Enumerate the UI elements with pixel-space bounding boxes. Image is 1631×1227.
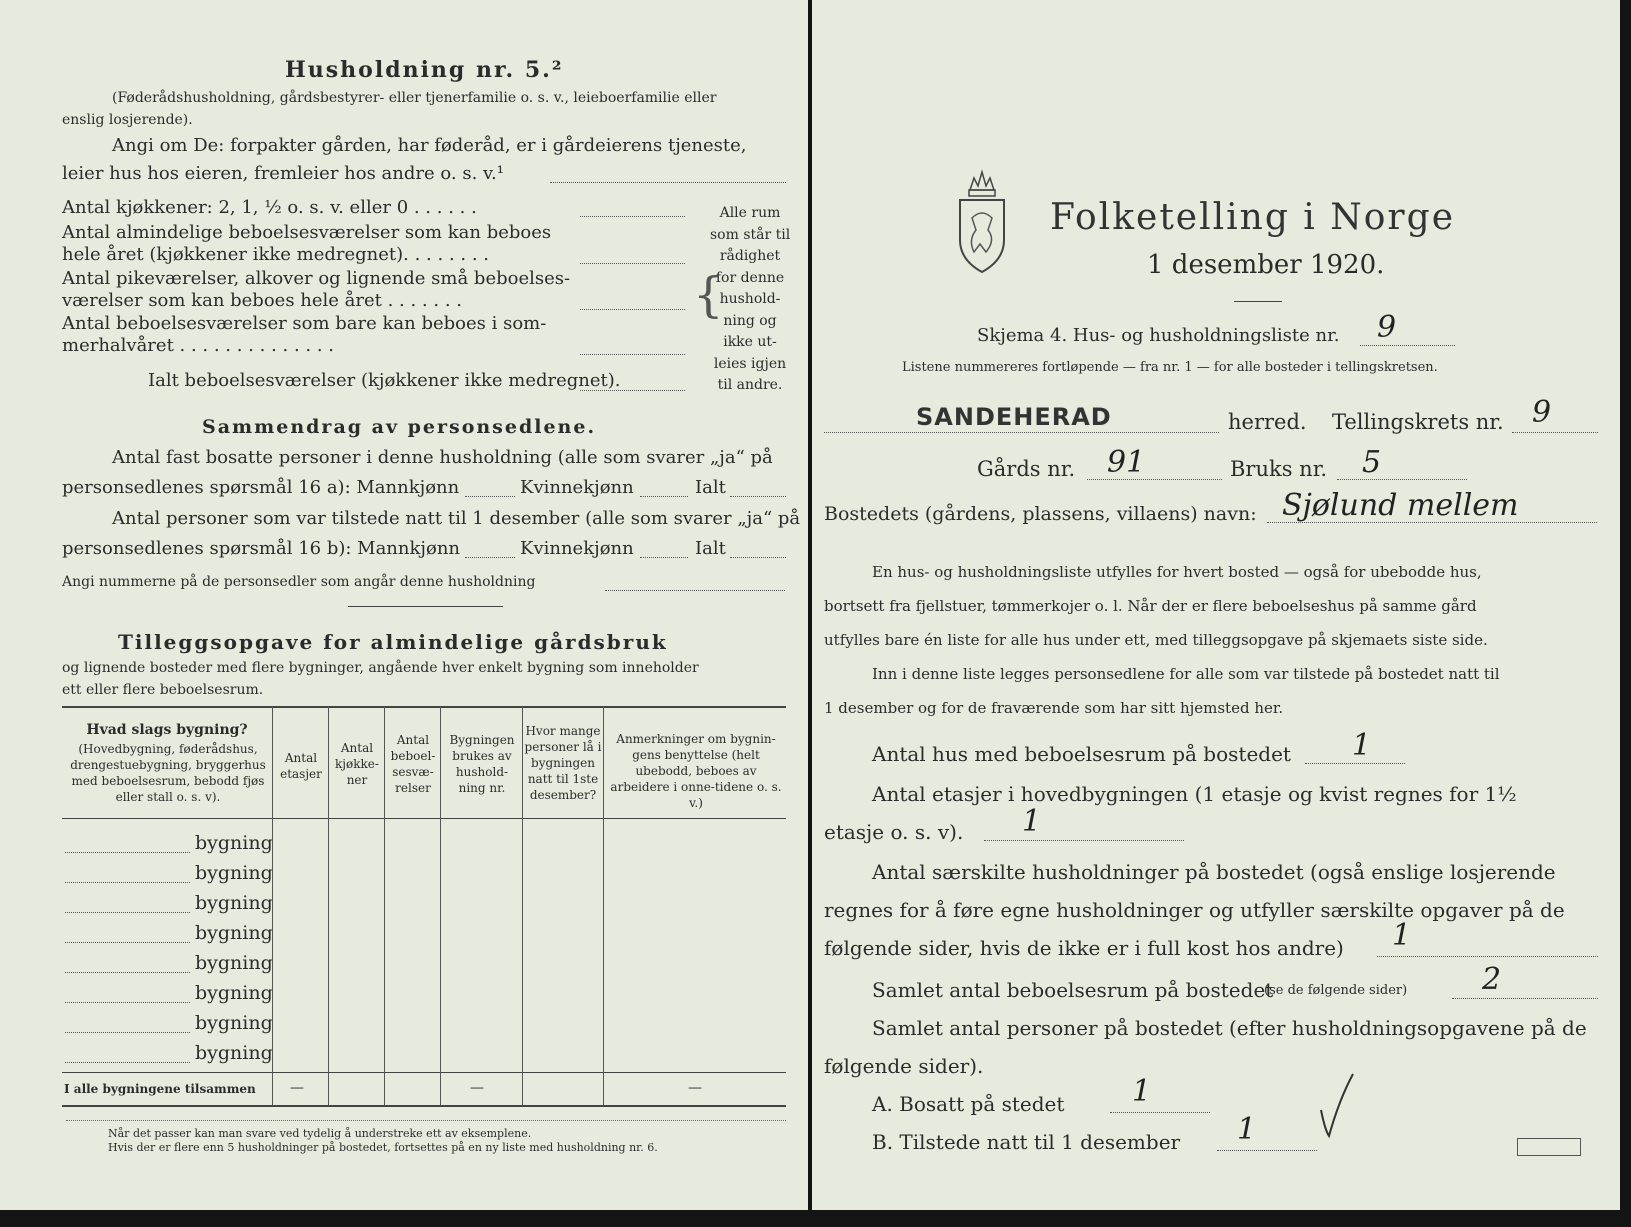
brace: { bbox=[693, 267, 724, 323]
q-maid-line[interactable] bbox=[580, 309, 685, 310]
bosted-label: Bostedets (gårdens, plassens, villaens) navn: bbox=[824, 503, 1257, 525]
footnote-2: Hvis der er flere enn 5 husholdninger på bostedet, fortsettes på en ny liste med husholdning nr. 6. bbox=[108, 1141, 658, 1154]
printer-stamp bbox=[1517, 1138, 1581, 1156]
table-row: bygning bbox=[195, 1012, 273, 1034]
tillegg-title: Tilleggsopgave for almindelige gårdsbruk bbox=[118, 630, 668, 654]
bosatt-value[interactable]: 1 bbox=[1132, 1074, 1152, 1109]
saer-line-2: regnes for å føre egne husholdninger og utfyller særskilte opgaver på de bbox=[824, 898, 1565, 922]
krets-line[interactable] bbox=[1512, 432, 1598, 433]
q-total: Ialt beboelsesværelser (kjøkkener ikke medregnet). bbox=[148, 370, 621, 391]
bruks-value[interactable]: 5 bbox=[1362, 445, 1382, 480]
summary-2-total: Ialt bbox=[695, 538, 726, 559]
etasjer-line-2: etasje o. s. v). bbox=[824, 820, 964, 844]
summary-2a: Antal personer som var tilstede natt til 1 desember (alle som svarer „ja“ på bbox=[112, 508, 801, 529]
skjema-value[interactable]: 9 bbox=[1377, 310, 1397, 345]
q-summer-a: Antal beboelsesværelser som bare kan beboes i som- bbox=[62, 313, 547, 334]
etasjer-value[interactable]: 1 bbox=[1022, 804, 1042, 839]
saer-value[interactable]: 1 bbox=[1392, 918, 1412, 953]
tillegg-sub-1: og lignende bosteder med flere bygninger, angående hver enkelt bygning som inneholder bbox=[62, 660, 699, 676]
saer-line-3: følgende sider, hvis de ikke er i full kost hos andre) bbox=[824, 936, 1344, 960]
th-rooms: Antal beboel-sesvæ-relser bbox=[390, 733, 436, 795]
tillegg-sub-2: ett eller flere beboelsesrum. bbox=[62, 682, 264, 698]
table-row: bygning bbox=[195, 952, 273, 974]
q-summer-b: merhalvåret . . . . . . . . . . . . . . bbox=[62, 335, 335, 356]
summary-2-total-line[interactable] bbox=[730, 557, 786, 558]
th-building: Hvad slags bygning? bbox=[86, 722, 248, 738]
q-kitchens: Antal kjøkkener: 2, 1, ½ o. s. v. eller 0 . . . . . . bbox=[62, 197, 477, 218]
table-row: bygning bbox=[195, 892, 273, 914]
angi-answer-line[interactable] bbox=[550, 182, 786, 183]
bosted-value[interactable]: Sjølund mellem bbox=[1282, 488, 1519, 523]
summary-2-male-line[interactable] bbox=[465, 557, 515, 558]
hus-line[interactable] bbox=[1305, 763, 1405, 764]
tilstede-value[interactable]: 1 bbox=[1237, 1112, 1257, 1147]
summary-1-total: Ialt bbox=[695, 477, 726, 498]
total-floors: — bbox=[290, 1080, 304, 1096]
etasjer-line[interactable] bbox=[984, 840, 1184, 841]
th-persons: Hvor mange personer lå i bygningen natt til 1ste desember? bbox=[524, 724, 602, 802]
gards-label: Gårds nr. bbox=[977, 457, 1076, 481]
right-page bbox=[812, 0, 1620, 1210]
left-page bbox=[0, 0, 808, 1210]
summary-1-female: Kvinnekjønn bbox=[520, 477, 634, 498]
bruks-line[interactable] bbox=[1337, 479, 1467, 480]
th-kitchens: Antal kjøkke-ner bbox=[335, 741, 379, 787]
foot-rule bbox=[66, 1120, 786, 1121]
summary-1b: personsedlenes spørsmål 16 a): Mannkjønn bbox=[62, 477, 460, 498]
angi-line-2: leier hus hos eieren, fremleier hos andre o. s. v.¹ bbox=[62, 163, 504, 184]
herred-line[interactable] bbox=[824, 432, 1219, 433]
summary-1-total-line[interactable] bbox=[730, 496, 786, 497]
saer-line-1: Antal særskilte husholdninger på bostedet (også enslige losjerende bbox=[872, 860, 1556, 884]
q-rooms-line[interactable] bbox=[580, 263, 685, 264]
summary-1-female-line[interactable] bbox=[640, 496, 688, 497]
skjema-label: Skjema 4. Hus- og husholdningsliste nr. bbox=[977, 325, 1340, 346]
saer-line[interactable] bbox=[1377, 956, 1598, 957]
samlet-rum-label: Samlet antal beboelsesrum på bostedet bbox=[872, 978, 1274, 1002]
hus-label: Antal hus med beboelsesrum på bostedet bbox=[872, 742, 1291, 766]
q-total-line[interactable] bbox=[580, 390, 685, 391]
summary-title: Sammendrag av personsedlene. bbox=[202, 416, 597, 438]
gards-value[interactable]: 91 bbox=[1107, 445, 1146, 480]
tilstede-label: B. Tilstede natt til 1 desember bbox=[872, 1130, 1181, 1154]
household-title: Husholdning nr. 5.² bbox=[285, 57, 564, 83]
table-row: bygning bbox=[195, 832, 273, 854]
household-subtitle: (Føderådshusholdning, gårdsbestyrer- eller tjenerfamilie o. s. v., leieboerfamilie eller bbox=[112, 90, 717, 106]
samlet-rum-note: (se de følgende sider) bbox=[1264, 983, 1408, 998]
angi-nummerne-line[interactable] bbox=[605, 590, 785, 591]
main-date: 1 desember 1920. bbox=[1147, 250, 1385, 280]
summary-2b: personsedlenes spørsmål 16 b): Mannkjønn bbox=[62, 538, 461, 559]
etasjer-line-1: Antal etasjer i hovedbygningen (1 etasje og kvist regnes for 1½ bbox=[872, 782, 1517, 806]
footnote-1: Når det passer kan man svare ved tydelig å understreke ett av eksemplene. bbox=[108, 1127, 532, 1140]
bosatt-label: A. Bosatt på stedet bbox=[872, 1092, 1065, 1116]
summary-1a: Antal fast bosatte personer i denne husholdning (alle som svarer „ja“ på bbox=[112, 447, 773, 468]
herred-value[interactable]: SANDEHERAD bbox=[916, 403, 1112, 431]
side-note: Alle rum som står til rådighet for denne hushold- ning og ikke ut- leies igjen til andre. bbox=[710, 205, 791, 393]
info-p4: Inn i denne liste legges personsedlene for alle som var tilstede på bostedet natt til bbox=[872, 665, 1500, 683]
samlet-rum-value[interactable]: 2 bbox=[1482, 962, 1502, 997]
samlet-pers-line-1: Samlet antal personer på bostedet (efter husholdningsopgavene på de bbox=[872, 1016, 1587, 1040]
info-p1: En hus- og husholdningsliste utfylles for hvert bosted — også for ubebodde hus, bbox=[872, 563, 1482, 581]
table-row: bygning bbox=[195, 1042, 273, 1064]
tilstede-line[interactable] bbox=[1217, 1150, 1317, 1151]
angi-nummerne: Angi nummerne på de personsedler som angår denne husholdning bbox=[62, 574, 536, 590]
summary-2-female-line[interactable] bbox=[640, 557, 688, 558]
hus-value[interactable]: 1 bbox=[1352, 728, 1372, 763]
q-kitchens-line[interactable] bbox=[580, 216, 685, 217]
q-maid-a: Antal pikeværelser, alkover og lignende små beboelses- bbox=[62, 268, 571, 289]
table-total-label: I alle bygningene tilsammen bbox=[64, 1082, 256, 1096]
krets-label: Tellingskrets nr. bbox=[1332, 410, 1504, 434]
listene-note: Listene nummereres fortløpende — fra nr. 1 — for alle bosteder i tellingskretsen. bbox=[902, 360, 1438, 375]
info-p5: 1 desember og for de fraværende som har sitt hjemsted her. bbox=[824, 699, 1284, 717]
samlet-pers-line-2: følgende sider). bbox=[824, 1054, 984, 1078]
info-p2: bortsett fra fjellstuer, tømmerkojer o. l. Når der er flere beboelseshus på samme gård bbox=[824, 597, 1477, 615]
total-used-by: — bbox=[470, 1080, 484, 1096]
th-floors: Antal etasjer bbox=[280, 751, 322, 781]
summary-1-male-line[interactable] bbox=[465, 496, 515, 497]
household-subtitle-2: enslig losjerende). bbox=[62, 112, 193, 128]
q-rooms-a: Antal almindelige beboelsesværelser som kan beboes bbox=[62, 222, 552, 243]
th-remarks: Anmerkninger om bygnin-gens benyttelse (helt ubebodd, beboes av arbeidere i onne-tidene o. s. v.) bbox=[610, 732, 782, 810]
table-row: bygning bbox=[195, 982, 273, 1004]
table-row: bygning bbox=[195, 922, 273, 944]
table-row: bygning bbox=[195, 862, 273, 884]
total-remarks: — bbox=[688, 1080, 702, 1096]
q-rooms-b: hele året (kjøkkener ikke medregnet). . . . . . . . bbox=[62, 244, 489, 265]
q-maid-b: værelser som kan beboes hele året . . . . . . . bbox=[62, 290, 462, 311]
herred-label: herred. bbox=[1228, 410, 1307, 434]
samlet-rum-line[interactable] bbox=[1452, 998, 1598, 999]
krets-value[interactable]: 9 bbox=[1532, 395, 1552, 430]
bruks-label: Bruks nr. bbox=[1230, 457, 1328, 481]
main-title: Folketelling i Norge bbox=[1050, 197, 1455, 238]
q-summer-line[interactable] bbox=[580, 354, 685, 355]
th-used-by: Bygningen brukes av hushold-ning nr. bbox=[449, 733, 515, 795]
check-mark-icon bbox=[1317, 1070, 1357, 1144]
divider bbox=[348, 606, 503, 607]
summary-2-female: Kvinnekjønn bbox=[520, 538, 634, 559]
angi-line-1: Angi om De: forpakter gården, har føderåd, er i gårdeierens tjeneste, bbox=[112, 135, 747, 156]
bosatt-line[interactable] bbox=[1110, 1112, 1210, 1113]
coat-of-arms-icon bbox=[952, 160, 1012, 284]
th-building-sub: (Hovedbygning, føderådshus, drengestuebygning, bryggerhus med beboelsesrum, bebodd fjøs eller stall o. s. v). bbox=[70, 742, 266, 804]
info-p3: utfylles bare én liste for alle hus under ett, med tilleggsopgave på skjemaets siste side. bbox=[824, 631, 1488, 649]
title-divider bbox=[1234, 301, 1282, 302]
skjema-line[interactable] bbox=[1360, 345, 1455, 346]
